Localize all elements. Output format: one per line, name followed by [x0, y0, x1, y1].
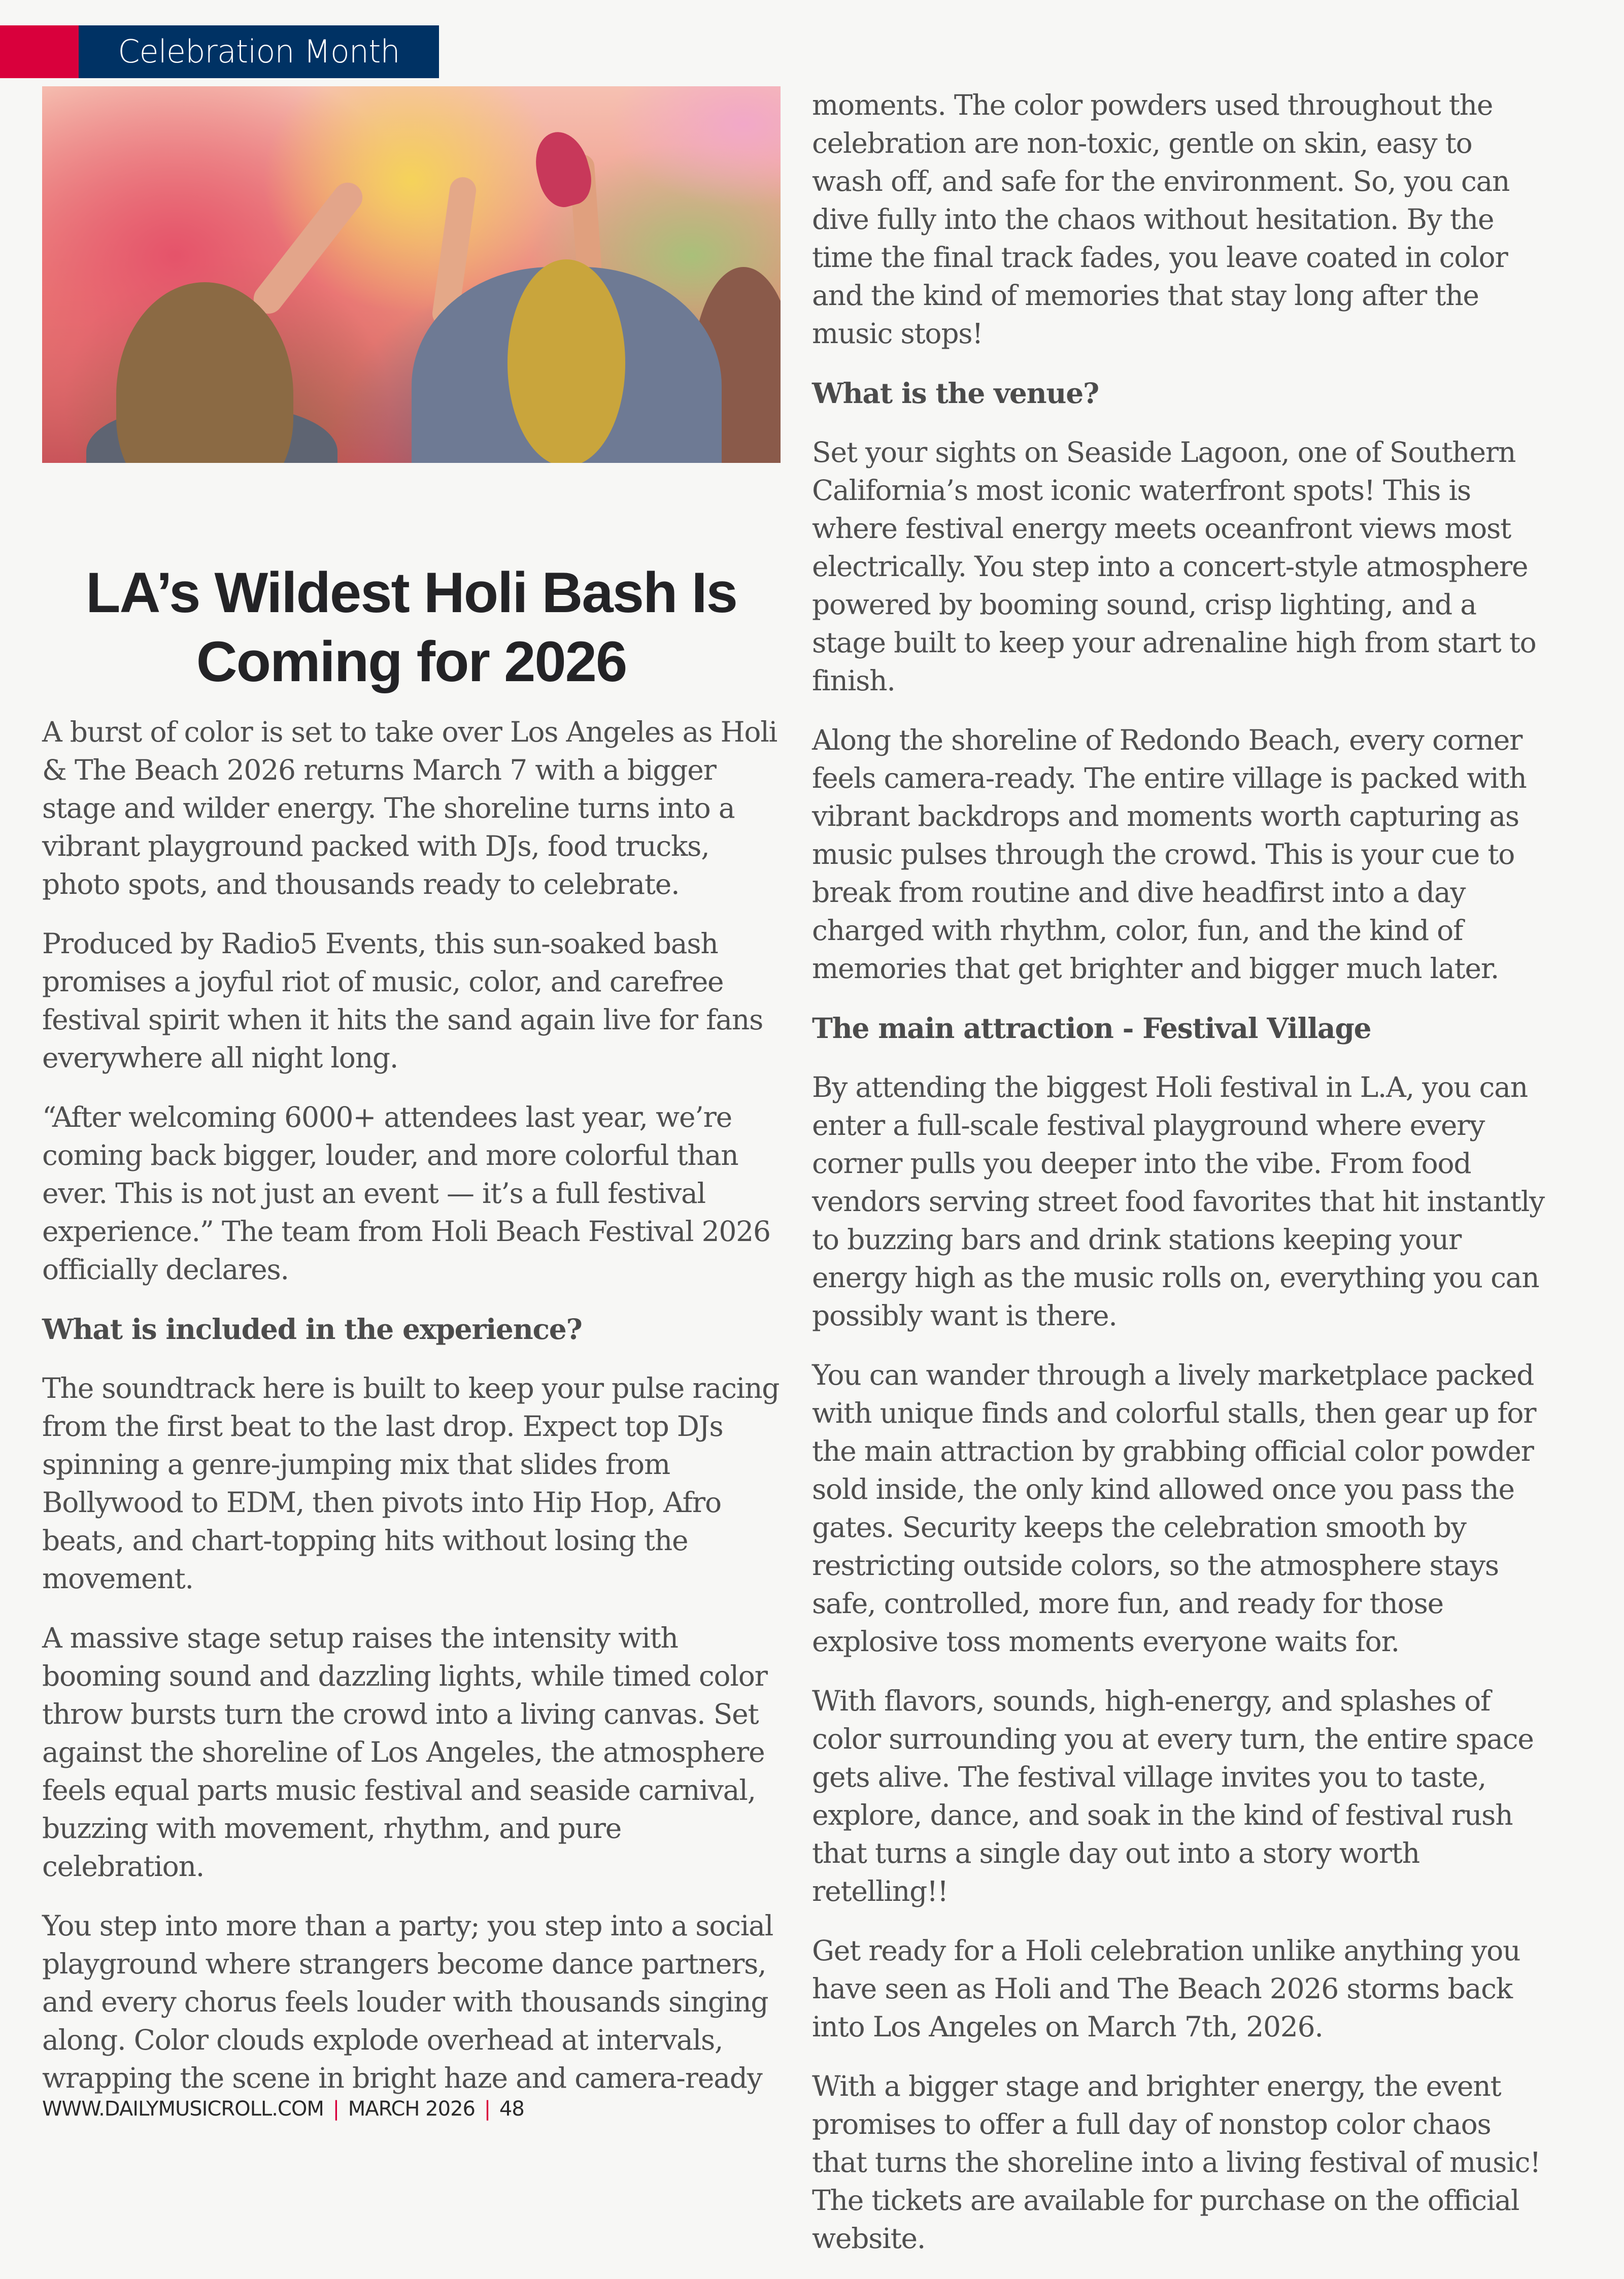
hero-image	[42, 86, 781, 463]
paragraph: With a bigger stage and brighter energy, the event promises to offer a full day of nonstop color chaos that turns the shoreline into a living festival of music! The tickets are available for purchase on the official website.	[812, 2070, 1541, 2255]
paragraph: Set your sights on Seaside Lagoon, one of Southern California’s most iconic waterfront spots! This is where festival energy meets oceanfront views most electrically. You step into a concert-style atmosphere powered by booming sound, crisp lighting, and a stage built to keep your adrenaline high from start to finish.	[812, 436, 1536, 697]
footer-separator: |	[484, 2097, 491, 2121]
paragraph: Produced by Radio5 Events, this sun-soaked bash promises a joyful riot of music, color, and carefree festival spirit when it hits the sand again live for fans everywhere all night long.	[42, 927, 763, 1074]
subheading: The main attraction - Festival Village	[812, 1012, 1371, 1045]
subheading: What is included in the experience?	[42, 1313, 582, 1346]
page-footer	[42, 2096, 524, 2122]
footer-website: WWW.DAILYMUSICROLL.COM	[42, 2097, 324, 2121]
paragraph: “After welcoming 6000+ attendees last year, we’re coming back bigger, louder, and more colorful than ever. This is not just an event — it’s a full festival experience.” The team from Holi Beach Festival 2026 officially declares.	[42, 1101, 770, 1286]
subheading: What is the venue?	[812, 377, 1099, 410]
right-column	[812, 86, 1550, 2279]
footer-separator: |	[332, 2097, 340, 2121]
section-tag-accent-bar	[0, 25, 79, 78]
paragraph: A massive stage setup raises the intensity with booming sound and dazzling lights, while timed color throw bursts turn the crowd into a living canvas. Set against the shoreline of Los Angeles, the atmosphere feels equal parts music festival and seaside carnival, buzzing with movement, rhythm, and pure celebration.	[42, 1622, 767, 1883]
paragraph: A burst of color is set to take over Los Angeles as Holi & The Beach 2026 returns March 7 with a bigger stage and wilder energy. The shoreline turns into a vibrant playground packed with DJs, food trucks, photo spots, and thousands ready to celebrate.	[42, 716, 777, 900]
paragraph: With flavors, sounds, high-energy, and splashes of color surrounding you at every turn, the entire space gets alive. The festival village invites you to taste, explore, dance, and soak in the kind of festival rush that turns a single day out into a story worth retelling!!	[812, 1685, 1534, 1907]
hero-image-hair	[507, 259, 626, 463]
paragraph: moments. The color powders used throughout the celebration are non-toxic, gentle on skin, easy to wash off, and safe for the environment. So, you can dive fully into the chaos without hesitation. By the time the final track fades, you leave coated in color and the kind of memories that stay long after the music stops!	[812, 89, 1510, 350]
paragraph: You step into more than a party; you step into a social playground where strangers become dance partners, and every chorus feels louder with thousands singing along. Color clouds explode overhead at intervals, wrapping the scene in bright haze and camera-ready	[42, 1909, 773, 2094]
section-tag-label: Celebration Month	[79, 25, 439, 78]
paragraph: Along the shoreline of Redondo Beach, every corner feels camera-ready. The entire village is packed with vibrant backdrops and moments worth capturing as music pulses through the crowd. This is your cue to break from routine and dive headfirst into a day charged with rhythm, color, fun, and the kind of memories that get brighter and bigger much later.	[812, 724, 1527, 985]
section-tag	[0, 25, 439, 78]
paragraph: By attending the biggest Holi festival in L.A, you can enter a full-scale festival playground where every corner pulls you deeper into the vibe. From food vendors serving street food favorites that hit instantly to buzzing bars and drink stations keeping your energy high as the music rolls on, everything you can possibly want is there.	[812, 1071, 1544, 1332]
paragraph: The soundtrack here is built to keep your pulse racing from the first beat to the last drop. Expect top DJs spinning a genre-jumping mix that slides from Bollywood to EDM, then pivots into Hip Hop, Afro beats, and chart-topping hits without losing the movement.	[42, 1372, 780, 1595]
article-headline: LA’s Wildest Holi Bash Is Coming for 2026	[86, 561, 737, 693]
footer-issue-date: MARCH 2026	[348, 2097, 475, 2121]
hero-image-arm	[248, 177, 368, 319]
paragraph: You can wander through a lively marketplace packed with unique finds and colorful stalls, then gear up for the main attraction by grabbing official color powder sold inside, the only kind allowed once you pass the gates. Security keeps the celebration smooth by restricting outside colors, so the atmosphere stays safe, controlled, more fun, and ready for those explosive toss moments everyone waits for.	[812, 1359, 1536, 1658]
paragraph: Get ready for a Holi celebration unlike anything you have seen as Holi and The Beach 2026 storms back into Los Angeles on March 7th, 2026.	[812, 1934, 1520, 2043]
left-column	[42, 713, 781, 2119]
footer-page-number: 48	[499, 2097, 524, 2121]
